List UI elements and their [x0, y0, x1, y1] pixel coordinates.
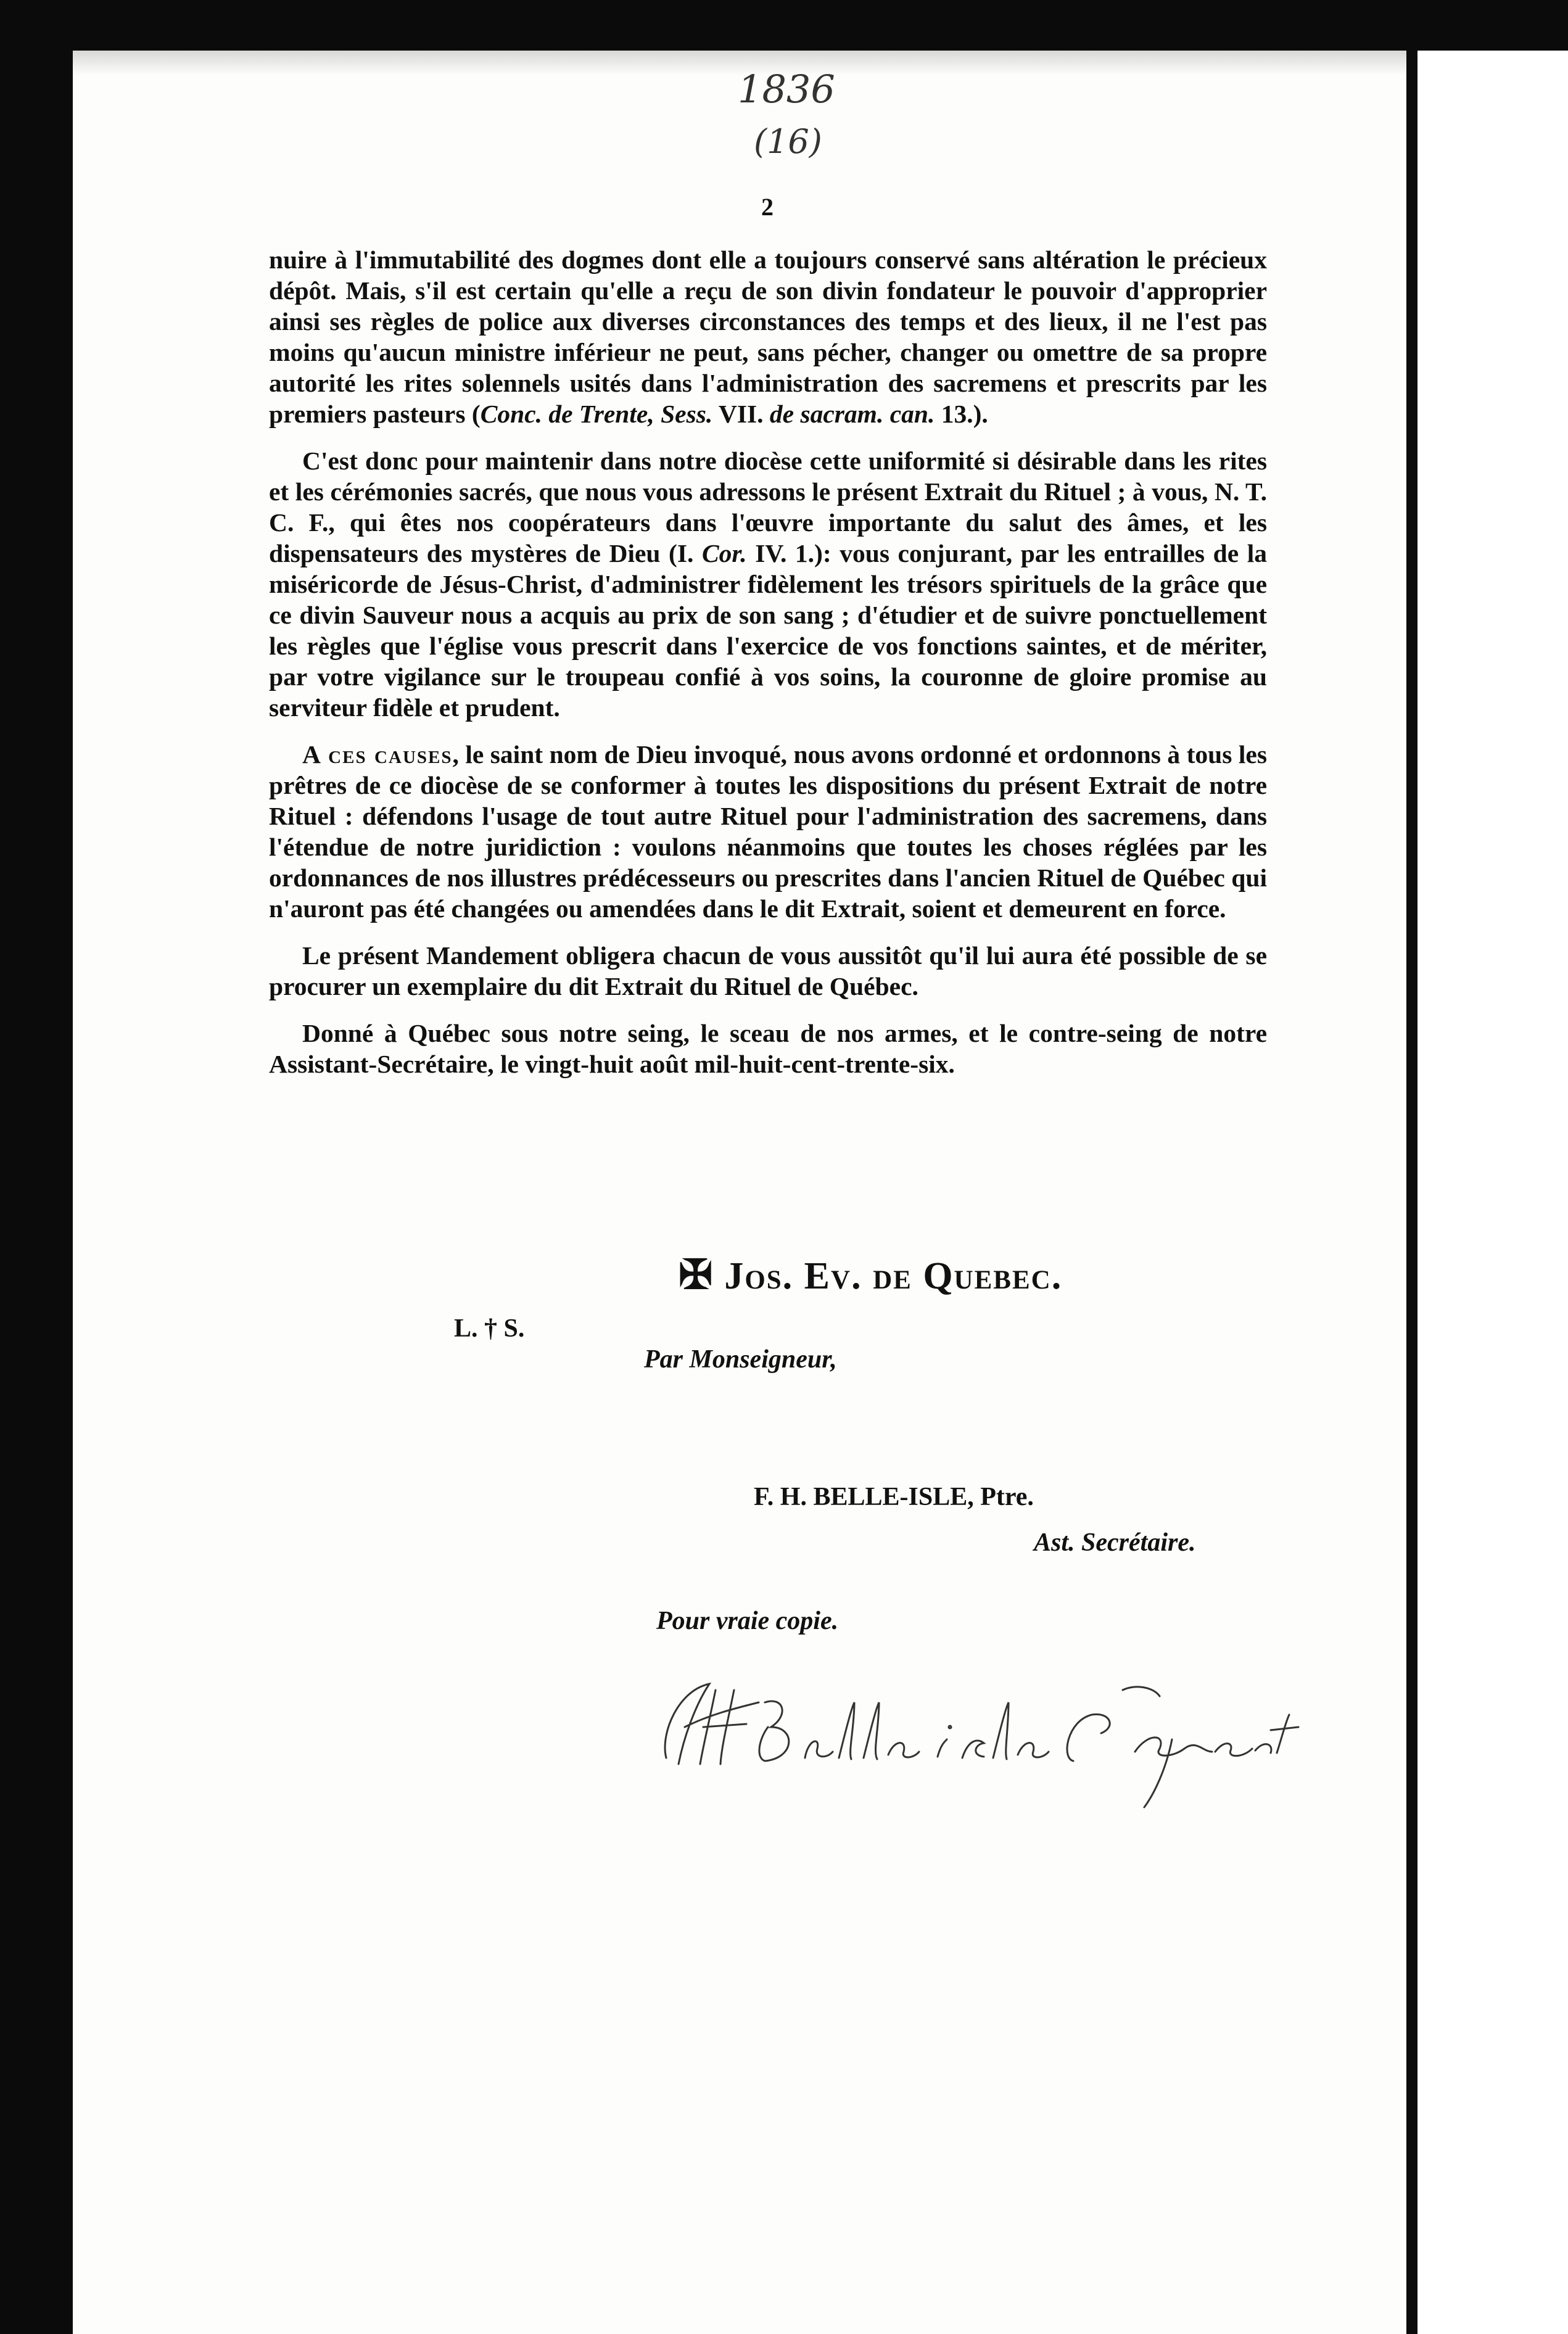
seal-mark: L. † S.	[454, 1314, 525, 1343]
handwritten-number: (16)	[754, 122, 822, 161]
paragraph-text: 13.).	[935, 400, 988, 428]
handwritten-signature	[642, 1665, 1308, 1813]
secretary-title: Ast. Secrétaire.	[1034, 1528, 1196, 1557]
page-number: 2	[761, 193, 774, 221]
page-gutter	[1406, 51, 1417, 2334]
paragraph	[269, 244, 1267, 429]
paragraph-text: nuire à l'immutabilité des dogmes dont elle a toujours conservé sans altération le précieux dépôt. Mais, s'il est certain qu'elle a reçu de son divin fondateur le pouvoir d'approprier ainsi ses règles de police aux diverses circonstances des temps et des lieux, il ne l'est pas moins qu'aucun ministre inférieur ne peut, sans pécher, changer ou omettre de sa propre autorité les rites solennels usités dans l'administration des sacremens et prescrits par les premiers pasteurs (	[269, 245, 1267, 428]
secretary-name: F. H. BELLE-ISLE, Ptre.	[754, 1483, 1034, 1511]
bishop-signature-line	[679, 1251, 1062, 1299]
bishop-name: Jos. Ev. de Quebec.	[724, 1255, 1063, 1297]
paragraph-text: IV. 1.): vous conjurant, par les entrailles de la miséricorde de Jésus-Christ, d'administrer fidèlement les trésors spirituels de la grâce que ce divin Sauveur nous a acquis au prix de son sang ; d'étudier et de suivre ponctuellement les règles que l'église vous prescrit dans l'exercice de vos fonctions saintes, et de mériter, par votre vigilance sur le troupeau confié à vos soins, la couronne de gloire promise au serviteur fidèle et prudent.	[269, 539, 1267, 722]
paragraph	[269, 739, 1267, 924]
paragraph	[269, 1018, 1267, 1079]
paragraph-text: Conc. de Trente, Sess.	[480, 400, 713, 428]
paragraph-text: A ces causes	[302, 740, 453, 769]
paragraph	[269, 445, 1267, 723]
paragraph	[269, 940, 1267, 1002]
paragraph-text: Donné à Québec sous notre seing, le sceau de nos armes, et le contre-seing de notre Assistant-Secrétaire, le vingt-huit août mil-huit-cent-trente-six.	[269, 1019, 1267, 1078]
paragraph-text: de sacram. can.	[769, 400, 935, 428]
par-monseigneur: Par Monseigneur,	[644, 1345, 837, 1374]
paragraph-text: Le présent Mandement obligera chacun de vous aussitôt qu'il lui aura été possible de se procurer un exemplaire du dit Extrait du Rituel de Québec.	[269, 941, 1267, 1000]
paragraph-text: VII.	[712, 400, 770, 428]
paragraph-text: Cor.	[701, 539, 747, 567]
paragraph-text: C'est donc pour maintenir dans notre diocèse cette uniformité si désirable dans les rites et les cérémonies sacrés, que nous vous adressons le présent Extrait du Rituel ; à vous, N. T. C. F., qui êtes nos coopérateurs dans l'œuvre importante du salut des âmes, et les dispensateurs des mystères de Dieu (I.	[269, 447, 1267, 567]
body-text	[269, 244, 1267, 1095]
adjacent-page-edge	[1417, 51, 1568, 2334]
copy-note: Pour vraie copie.	[656, 1607, 839, 1635]
paragraph-text: , le saint nom de Dieu invoqué, nous avons ordonné et ordonnons à tous les prêtres de ce diocèse de se conformer à toutes les dispositions du présent Extrait de notre Rituel : défendons l'usage de tout autre Rituel pour l'administration des sacremens, dans l'étendue de notre juridiction : voulons néanmoins que toutes les choses réglées par les ordonnances de nos illustres prédécesseurs ou prescrites dans l'ancien Rituel de Québec qui n'auront pas été changées ou amendées dans le dit Extrait, soient et demeurent en force.	[269, 740, 1267, 923]
cross-icon: ✠	[679, 1253, 714, 1298]
handwritten-year: 1836	[738, 67, 835, 112]
